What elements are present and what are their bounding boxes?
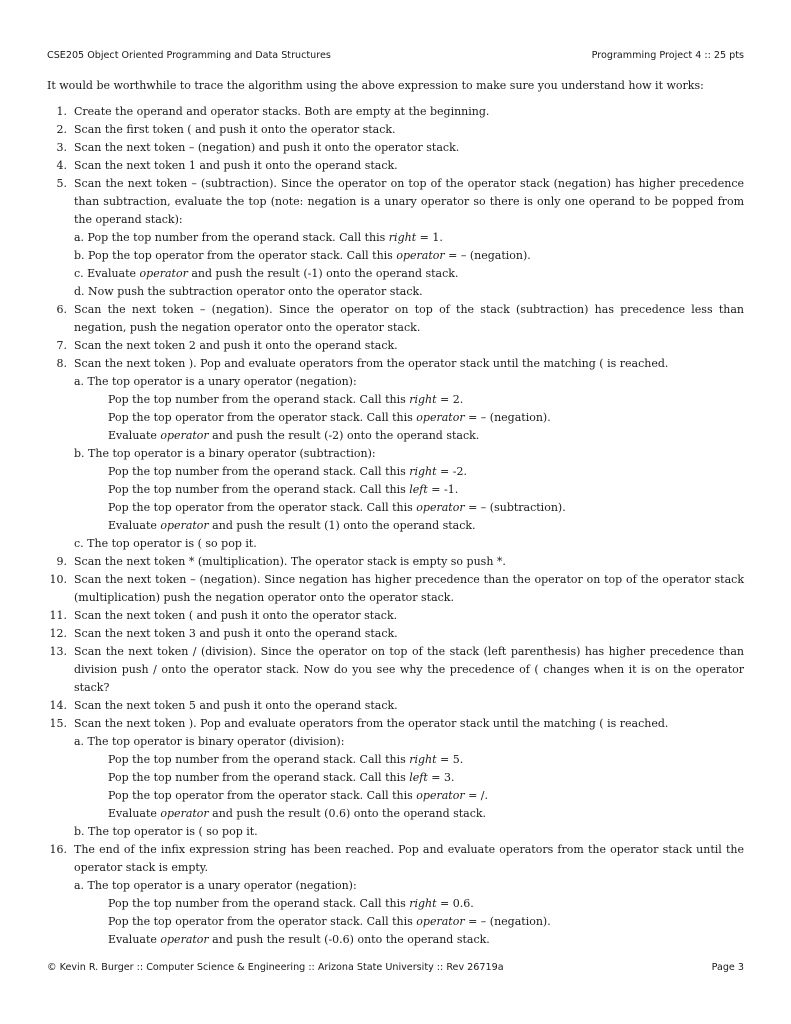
step-11 [47,607,744,625]
step-text: Scan the next token 3 and push it onto the operand stack. [74,627,398,640]
substep-c: c. The top operator is ( so pop it. [74,537,257,550]
step-14 [47,697,744,715]
step-text: Scan the next token ). Pop and evaluate operators from the operator stack until the matching ( is reached. [74,717,669,730]
step-text: Scan the next token ( and push it onto the operator stack. [74,609,398,622]
step-number: 3. [56,141,67,154]
substep-c: c. Evaluate operator and push the result (-1) onto the operand stack. [74,267,459,280]
step-text: Scan the next token 1 and push it onto the operand stack. [74,159,398,172]
step-text: Scan the next token – (negation). Since negation has higher precedence than the operator on top of the operator stack (multiplication) push the negation operator onto the operator stack. [74,573,744,604]
step-16 [47,841,744,949]
detail-line: Pop the top operator from the operator stack. Call this operator = – (negation). [108,915,551,928]
step-text: Scan the next token / (division). Since the operator on top of the stack (left parenthesis) has higher precedence than division push / onto the operator stack. Now do you see why the precedence of ( changes when it is on the operator stack? [74,645,744,694]
project-label: Programming Project 4 :: 25 pts [591,50,744,61]
detail-line: Evaluate operator and push the result (0.6) onto the operand stack. [108,807,487,820]
step-text: Scan the next token – (negation) and push it onto the operator stack. [74,141,460,154]
intro-paragraph: It would be worthwhile to trace the algorithm using the above expression to make sure you understand how it works: [47,79,704,92]
page-header [47,50,744,61]
substep-a: a. Pop the top number from the operand stack. Call this right = 1. [74,231,443,244]
step-8 [47,355,744,553]
step-number: 8. [56,357,67,370]
step-text: Scan the next token – (negation). Since the operator on top of the stack (subtraction) has precedence less than negation, push the negation operator onto the operator stack. [74,303,744,334]
substep-b: b. Pop the top operator from the operator stack. Call this operator = – (negation). [74,249,531,262]
step-13 [47,643,744,697]
step-9 [47,553,744,571]
step-6 [47,301,744,337]
detail-line: Evaluate operator and push the result (1) onto the operand stack. [108,519,476,532]
step-number: 16. [49,843,67,856]
step-3 [47,139,744,157]
step-text: Scan the next token ). Pop and evaluate operators from the operator stack until the matching ( is reached. [74,357,669,370]
detail-line: Pop the top operator from the operator stack. Call this operator = /. [108,789,489,802]
copyright-line: © Kevin R. Burger :: Computer Science & Engineering :: Arizona State University :: Rev 26719a [47,962,504,973]
step-number: 2. [56,123,67,136]
step-number: 6. [56,303,67,316]
step-2 [47,121,744,139]
step-10 [47,571,744,607]
step-text: Scan the first token ( and push it onto the operator stack. [74,123,396,136]
step-number: 10. [49,573,67,586]
step-text: Scan the next token * (multiplication). The operator stack is empty so push *. [74,555,506,568]
detail-line: Pop the top operator from the operator stack. Call this operator = – (subtraction). [108,501,566,514]
step-4 [47,157,744,175]
page-footer [47,962,744,973]
algorithm-steps [47,103,744,949]
page-body [47,77,744,949]
step-5 [47,175,744,301]
step-number: 7. [56,339,67,352]
substep-b: b. The top operator is a binary operator (subtraction): [74,447,376,460]
step-number: 4. [56,159,67,172]
step-7 [47,337,744,355]
step-text: Create the operand and operator stacks. Both are empty at the beginning. [74,105,490,118]
detail-line: Pop the top number from the operand stack. Call this right = 0.6. [108,897,474,910]
step-number: 12. [49,627,67,640]
step-number: 14. [49,699,67,712]
step-1 [47,103,744,121]
substep-a: a. The top operator is a unary operator (negation): [74,879,357,892]
detail-line: Pop the top operator from the operator stack. Call this operator = – (negation). [108,411,551,424]
substep-a: a. The top operator is a unary operator (negation): [74,375,357,388]
detail-line: Pop the top number from the operand stack. Call this left = 3. [108,771,455,784]
step-number: 5. [56,177,67,190]
step-text: Scan the next token – (subtraction). Since the operator on top of the operator stack (negation) has higher precedence than subtraction, evaluate the top (note: negation is a unary operator so there is only one operand to be popped from the operand stack): [74,177,744,226]
step-15 [47,715,744,841]
detail-line: Pop the top number from the operand stack. Call this right = 2. [108,393,464,406]
substep-a: a. The top operator is binary operator (division): [74,735,345,748]
page-number: Page 3 [711,962,744,973]
step-text: Scan the next token 2 and push it onto the operand stack. [74,339,398,352]
step-number: 1. [56,105,67,118]
step-number: 11. [49,609,67,622]
detail-line: Evaluate operator and push the result (-0.6) onto the operand stack. [108,933,490,946]
step-text: Scan the next token 5 and push it onto the operand stack. [74,699,398,712]
substep-b: b. The top operator is ( so pop it. [74,825,258,838]
detail-line: Evaluate operator and push the result (-2) onto the operand stack. [108,429,480,442]
detail-line: Pop the top number from the operand stack. Call this right = 5. [108,753,464,766]
detail-line: Pop the top number from the operand stack. Call this left = -1. [108,483,459,496]
step-number: 9. [56,555,67,568]
substep-d: d. Now push the subtraction operator onto the operator stack. [74,285,423,298]
step-text: The end of the infix expression string has been reached. Pop and evaluate operators from the operator stack until the operator stack is empty. [74,843,744,874]
step-number: 13. [49,645,67,658]
step-12 [47,625,744,643]
detail-line: Pop the top number from the operand stack. Call this right = -2. [108,465,467,478]
step-number: 15. [49,717,67,730]
course-title: CSE205 Object Oriented Programming and Data Structures [47,50,331,61]
